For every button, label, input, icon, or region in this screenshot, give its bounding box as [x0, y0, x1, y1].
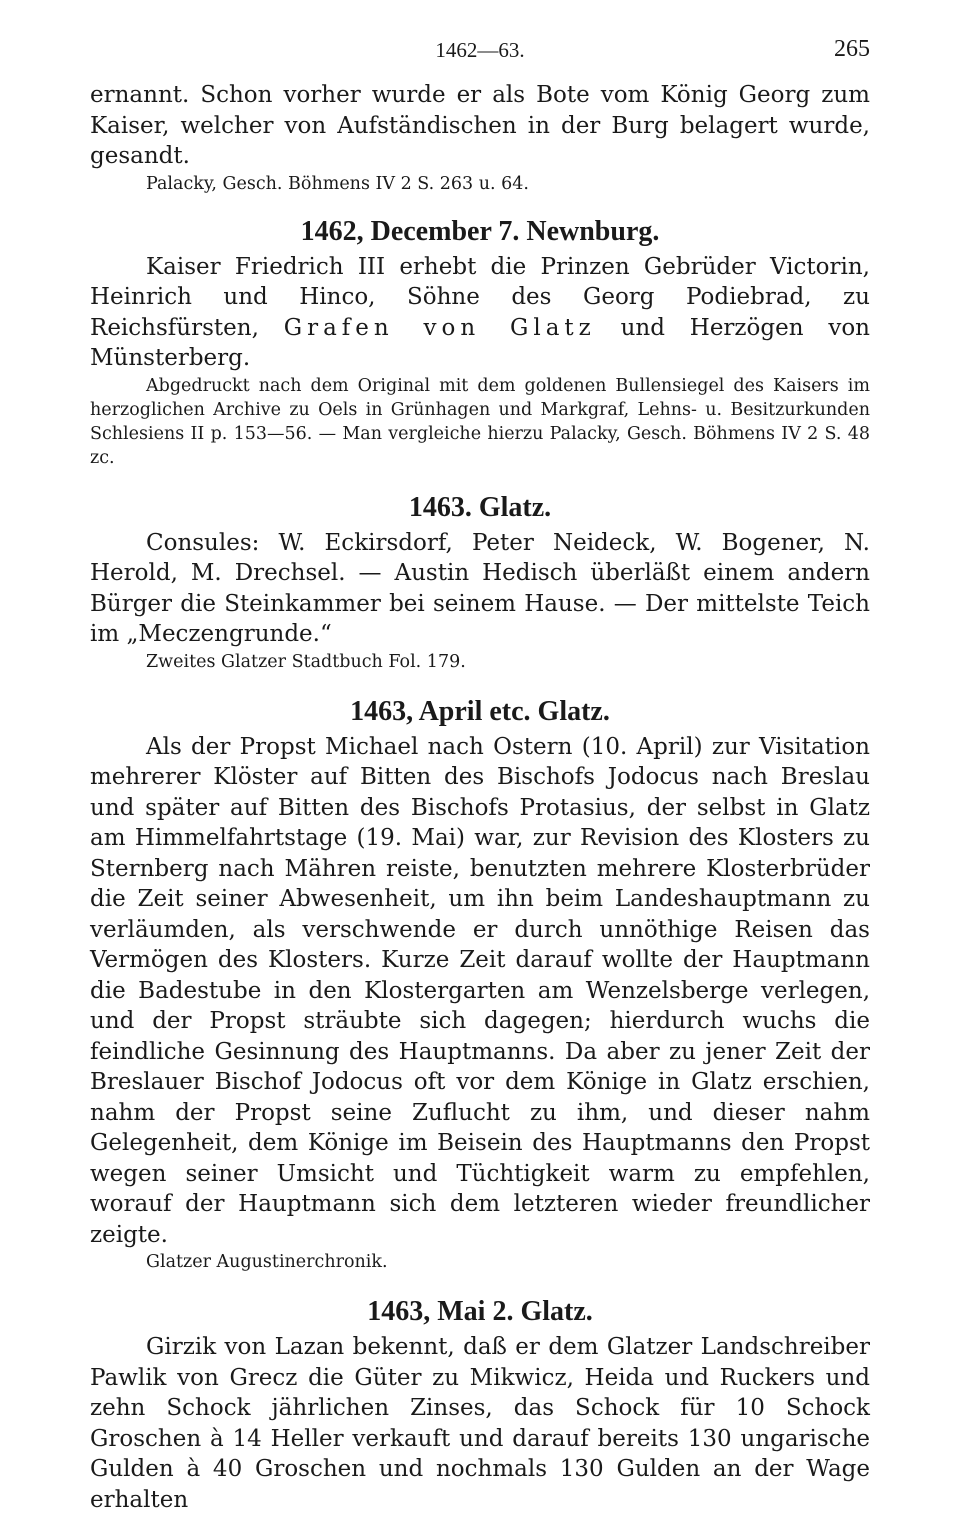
entry-source: Zweites Glatzer Stadtbuch Fol. 179.	[146, 651, 466, 672]
entry-text-spaced: Grafen von Glatz	[283, 314, 596, 341]
entry-text: Consules: W. Eckirsdorf, Peter Neideck, W. Bogener, N. Herold, M. Drechsel. — Austin Hedisch überläßt einem andern Bürger die Steinkammer bei seinem Hause. — Der mittelste Teich im „Meczengrunde.“	[90, 529, 870, 647]
entry-heading: 1463. Glatz.	[408, 491, 552, 523]
entry-text: Als der Propst Michael nach Ostern (10. April) zur Visitation mehrerer Klöster auf Bitten des Bischofs Jodocus nach Breslau und später auf Bitten des Bischofs Protasius, der selbst in Glatz am Himmelfahrtstage (19. Mai) war, zur Revision des Klosters zu Sternberg nach Mähren reiste, benutzten mehrere Klosterbrüder die Zeit seiner Abwesenheit, um ihn beim Landeshauptmann zu verläumden, als verschwende er durch unnöthige Reisen das Vermögen des Klosters. Kurze Zeit darauf wollte der Hauptmann die Badestube in den Klostergarten am Wenzelsberge verlegen, und der Propst sträubte sich dagegen; hierdurch wuchs die feindliche Gesinnung des Hauptmanns. Da aber zu jener Zeit der Breslauer Bischof Jodocus oft vor dem Könige in Glatz erschien, nahm der Propst seine Zuflucht zu ihm, und dieser nahm Gelegenheit, dem Könige im Beisein des Hauptmanns den Propst wegen seiner Umsicht und Tüchtigkeit warm zu empfehlen, worauf der Hauptmann sich dem letzteren wieder freundlicher zeigte.	[90, 733, 870, 1248]
entry-source: Abgedruckt nach dem Original mit dem goldenen Bullensiegel des Kaisers im herzoglichen Archive zu Oels in Grünhagen und Markgraf, Lehns- u. Besitzurkunden Schlesiens II p. 153—56. — Man vergleiche hierzu Palacky, Gesch. Böhmens IV 2 S. 48 zc.	[90, 375, 870, 468]
entry-source: Glatzer Augustinerchronik.	[146, 1252, 388, 1272]
entry-heading: 1463, Mai 2. Glatz.	[367, 1296, 593, 1327]
intro-line-1: ernannt. Schon vorher wurde er als Bote vom König Georg zum	[90, 82, 870, 108]
entry-heading: 1462, December 7. Newnburg.	[300, 215, 660, 247]
page-number: 265	[834, 36, 870, 62]
entry-heading: 1463, April etc. Glatz.	[350, 695, 610, 727]
entry-text-part: Kaiser Friedrich III erhebt die Prinzen Gebrüder Victorin, Heinrich und Hinco, Söhne des Georg Podiebrad, zu Reichsfürsten,	[90, 253, 870, 341]
running-head-years: 1462—63.	[435, 38, 525, 62]
running-head	[90, 30, 870, 80]
intro-block	[90, 80, 870, 196]
entry-text	[90, 252, 870, 374]
intro-line-2: Kaiser, welcher von Aufständischen in der Burg belagert wurde, gesandt.	[90, 112, 870, 169]
intro-source: Palacky, Gesch. Böhmens IV 2 S. 263 u. 64.	[146, 173, 529, 194]
entry-text-part: und Herzögen von Münsterberg.	[90, 314, 870, 371]
entry-text: Girzik von Lazan bekennt, daß er dem Glatzer Landschreiber Pawlik von Grecz die Güter zu Mikwicz, Heida und Ruckers und zehn Schock jährlichen Zinses, das Schock für 10 Schock Groschen à 14 Heller verkauft und darauf bereits 130 ungarische Gulden à 40 Groschen und nochmals 130 Gulden an der Wage erhalten	[90, 1334, 870, 1513]
book-page	[90, 30, 870, 1513]
